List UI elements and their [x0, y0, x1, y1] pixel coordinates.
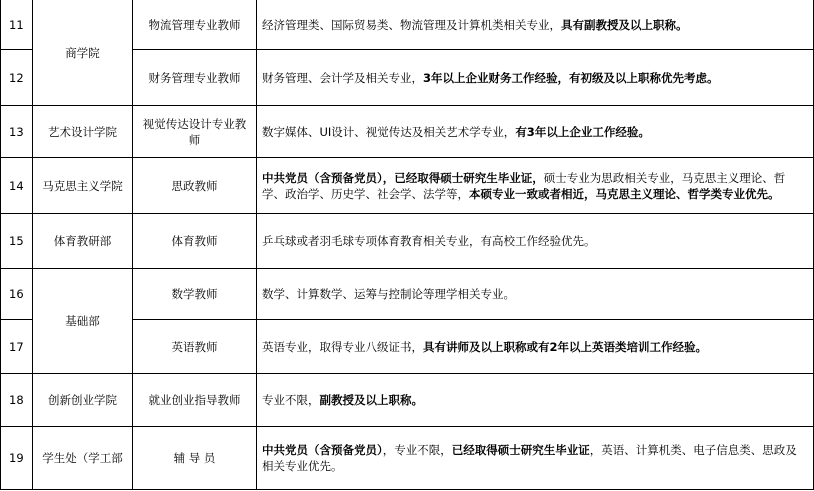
college-name: 体育教研部	[33, 214, 133, 269]
table-row	[1, 427, 814, 490]
college-name: 马克思主义学院	[33, 158, 133, 214]
requirement-text: 乒乓球或者羽毛球专项体育教育相关专业，有高校工作经验优先。	[262, 234, 596, 248]
requirement-emphasis: 中共党员（含预备党员）	[262, 443, 383, 457]
requirement-text: ，专业不限，	[382, 443, 452, 457]
row-number: 19	[1, 427, 33, 490]
requirements	[257, 214, 814, 269]
position-name: 辅 导 员	[133, 427, 257, 490]
requirement-text: 专业不限，	[262, 393, 320, 407]
row-number: 11	[1, 0, 33, 50]
requirements	[257, 320, 814, 374]
requirement-emphasis: 3年以上企业财务工作经验，有初级及以上职称优先考虑。	[423, 70, 719, 85]
requirement-text: 数学、计算数学、运筹与控制论等理学相关专业。	[262, 287, 515, 301]
college-name: 基础部	[33, 269, 133, 374]
requirement-emphasis: 中共党员（含预备党员），已经取得硕士研究生毕业证，	[262, 170, 544, 185]
row-number: 14	[1, 158, 33, 214]
requirements	[257, 0, 814, 50]
requirement-text: 数字媒体、UI设计、视觉传达及相关艺术学专业，	[262, 124, 516, 139]
row-number: 12	[1, 50, 33, 106]
requirements	[257, 427, 814, 490]
requirements	[257, 158, 814, 214]
requirement-emphasis: 具有讲师及以上职称或有2年以上英语类培训工作经验。	[423, 339, 707, 354]
college-name: 学生处（学工部	[33, 427, 133, 490]
row-number: 16	[1, 269, 33, 320]
requirements	[257, 269, 814, 320]
row-number: 15	[1, 214, 33, 269]
position-name: 体育教师	[133, 214, 257, 269]
position-name: 英语教师	[133, 320, 257, 374]
row-number: 18	[1, 374, 33, 427]
requirement-text: 财务管理、会计学及相关专业，	[262, 70, 423, 85]
requirements	[257, 50, 814, 106]
requirements	[257, 374, 814, 427]
table-row	[1, 106, 814, 158]
position-name: 财务管理专业教师	[133, 50, 257, 106]
table-row	[1, 0, 814, 50]
requirement-text: 硕士专业为思政相关专业，马克思主义理论、哲学、政治学、历史学、社会学、法学等，	[262, 170, 786, 201]
position-name: 思政教师	[133, 158, 257, 214]
college-name: 艺术设计学院	[33, 106, 133, 158]
requirement-emphasis: 已经取得硕士研究生毕业证	[451, 443, 590, 457]
college-name: 创新创业学院	[33, 374, 133, 427]
position-name: 数学教师	[133, 269, 257, 320]
row-number: 17	[1, 320, 33, 374]
requirement-text: ，英语、计算机类、电子信息类、思政及相关专业优先。	[262, 443, 797, 473]
requirement-text: 英语专业，取得专业八级证书，	[262, 339, 423, 354]
requirement-emphasis: 本硕专业一致或者相近，马克思主义理论、哲学类专业优先。	[469, 186, 780, 201]
position-name: 就业创业指导教师	[133, 374, 257, 427]
row-number: 13	[1, 106, 33, 158]
college-name: 商学院	[33, 0, 133, 106]
requirement-emphasis: 副教授及以上职称。	[319, 393, 423, 407]
table-row	[1, 214, 814, 269]
table-row	[1, 158, 814, 214]
table-row	[1, 269, 814, 320]
requirements	[257, 106, 814, 158]
requirement-emphasis: 有3年以上企业工作经验。	[515, 124, 650, 139]
position-name: 视觉传达设计专业教师	[133, 106, 257, 158]
requirement-text: 经济管理类、国际贸易类、物流管理及计算机类相关专业，	[262, 17, 561, 32]
requirement-emphasis: 具有副教授及以上职称。	[561, 17, 688, 32]
table-row	[1, 374, 814, 427]
position-name: 物流管理专业教师	[133, 0, 257, 50]
